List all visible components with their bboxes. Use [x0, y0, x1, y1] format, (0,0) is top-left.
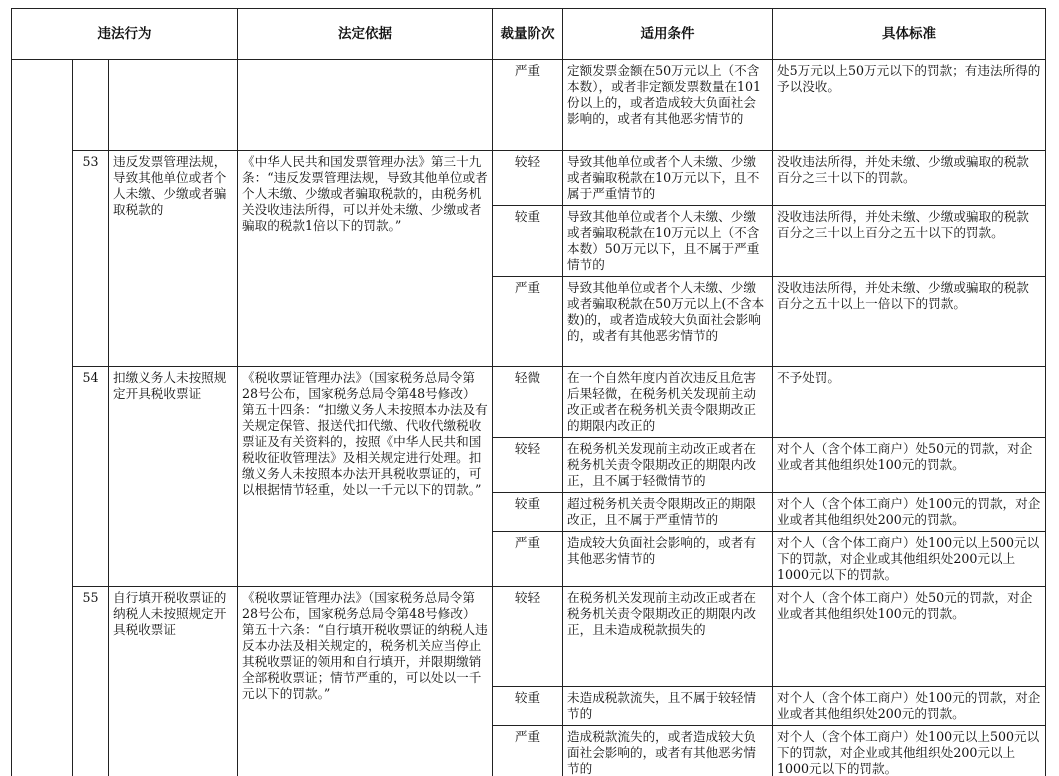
- level-cell: 较重: [493, 493, 563, 532]
- standard-cell: 对个人（含个体工商户）处100元以上500元以下的罚款，对企业或其他组织处200元以上1000元以下的罚款。: [773, 532, 1046, 587]
- standard-cell: 对个人（含个体工商户）处100元以上500元以下的罚款，对企业或其他组织处200元以上1000元以下的罚款。: [773, 726, 1046, 776]
- standard-cell: 对个人（含个体工商户）处100元的罚款，对企业或者其他组织处200元的罚款。: [773, 493, 1046, 532]
- table-row: [12, 60, 1046, 151]
- standard-cell: 对个人（含个体工商户）处50元的罚款，对企业或者其他组织处100元的罚款。: [773, 587, 1046, 687]
- category-cell: [12, 60, 73, 776]
- header-basis: 法定依据: [238, 9, 493, 60]
- standard-cell: 没收违法所得，并处未缴、少缴或骗取的税款百分之三十以上百分之五十以下的罚款。: [773, 206, 1046, 277]
- header-standard: 具体标准: [773, 9, 1046, 60]
- standard-cell: 对个人（含个体工商户）处100元的罚款，对企业或者其他组织处200元的罚款。: [773, 687, 1046, 726]
- condition-cell: 定额发票金额在50万元以上（不含本数），或者非定额发票数量在101份以上的，或者造成较大负面社会影响的，或者有其他恶劣情节的: [563, 60, 773, 151]
- level-cell: 较重: [493, 687, 563, 726]
- level-cell: 严重: [493, 277, 563, 367]
- level-cell: 严重: [493, 726, 563, 776]
- item-basis: 《税收票证管理办法》（国家税务总局令第28号公布，国家税务总局令第48号修改）第五十四条：“扣缴义务人未按照本办法及有关规定保管、报送代扣代缴、代收代缴税收票证及有关资料的，按照《中华人民共和国税收征收管理法》及相关规定进行处理。扣缴义务人未按照本办法开具税收票证的，可以根据情节轻重，处以一千元以下的罚款。”: [238, 367, 493, 587]
- condition-cell: 造成税款流失的，或者造成较大负面社会影响的，或者有其他恶劣情节的: [563, 726, 773, 776]
- condition-cell: 在税务机关发现前主动改正或者在税务机关责令限期改正的期限内改正，且不属于轻微情节的: [563, 438, 773, 493]
- condition-cell: 在一个自然年度内首次违反且危害后果轻微，在税务机关发现前主动改正或者在税务机关责令限期改正的期限内改正的: [563, 367, 773, 438]
- table-row: [12, 367, 1046, 438]
- level-cell: 严重: [493, 532, 563, 587]
- item-basis-cell: [238, 60, 493, 151]
- header-condition: 适用条件: [563, 9, 773, 60]
- condition-cell: 在税务机关发现前主动改正或者在税务机关责令限期改正的期限内改正，且未造成税款损失的: [563, 587, 773, 687]
- condition-cell: 导致其他单位或者个人未缴、少缴或者骗取税款在10万元以上（不含本数）50万元以下，且不属于严重情节的: [563, 206, 773, 277]
- item-no: 55: [73, 587, 109, 776]
- level-cell: 轻微: [493, 367, 563, 438]
- item-behavior: 自行填开税收票证的纳税人未按照规定开具税收票证: [109, 587, 238, 776]
- item-behavior-cell: [109, 60, 238, 151]
- level-cell: 较轻: [493, 438, 563, 493]
- condition-cell: 超过税务机关责令限期改正的期限改正，且不属于严重情节的: [563, 493, 773, 532]
- item-behavior: 扣缴义务人未按照规定开具税收票证: [109, 367, 238, 587]
- standard-cell: 不予处罚。: [773, 367, 1046, 438]
- level-cell: 严重: [493, 60, 563, 151]
- level-cell: 较轻: [493, 151, 563, 206]
- standard-cell: 对个人（含个体工商户）处50元的罚款，对企业或者其他组织处100元的罚款。: [773, 438, 1046, 493]
- item-basis: 《税收票证管理办法》（国家税务总局令第28号公布，国家税务总局令第48号修改）第五十六条：“自行填开税收票证的纳税人违反本办法及相关规定的，税务机关应当停止其税收票证的领用和自行填开，并限期缴销全部税收票证；情节严重的，可以处以一千元以下的罚款。”: [238, 587, 493, 776]
- condition-cell: 未造成税款流失，且不属于较轻情节的: [563, 687, 773, 726]
- condition-cell: 导致其他单位或者个人未缴、少缴或者骗取税款在50万元以上(不含本数)的，或者造成较大负面社会影响的，或者有其他恶劣情节的: [563, 277, 773, 367]
- table-row: [12, 587, 1046, 687]
- level-cell: 较轻: [493, 587, 563, 687]
- item-behavior: 违反发票管理法规，导致其他单位或者个人未缴、少缴或者骗取税款的: [109, 151, 238, 367]
- item-no-cell: [73, 60, 109, 151]
- header-behavior: 违法行为: [12, 9, 238, 60]
- table-header-row: [12, 9, 1046, 60]
- standard-cell: 没收违法所得，并处未缴、少缴或骗取的税款百分之五十以上一倍以下的罚款。: [773, 277, 1046, 367]
- table-row: [12, 151, 1046, 206]
- penalty-standards-table: [11, 8, 1046, 776]
- standard-cell: 处5万元以上50万元以下的罚款；有违法所得的予以没收。: [773, 60, 1046, 151]
- condition-cell: 导致其他单位或者个人未缴、少缴或者骗取税款在10万元以下，且不属于严重情节的: [563, 151, 773, 206]
- item-no: 53: [73, 151, 109, 367]
- level-cell: 较重: [493, 206, 563, 277]
- standard-cell: 没收违法所得，并处未缴、少缴或骗取的税款百分之三十以下的罚款。: [773, 151, 1046, 206]
- condition-cell: 造成较大负面社会影响的，或者有其他恶劣情节的: [563, 532, 773, 587]
- item-basis: 《中华人民共和国发票管理办法》第三十九条：“违反发票管理法规，导致其他单位或者个人未缴、少缴或者骗取税款的，由税务机关没收违法所得，可以并处未缴、少缴或者骗取的税款1倍以下的罚款。”: [238, 151, 493, 367]
- header-level: 裁量阶次: [493, 9, 563, 60]
- item-no: 54: [73, 367, 109, 587]
